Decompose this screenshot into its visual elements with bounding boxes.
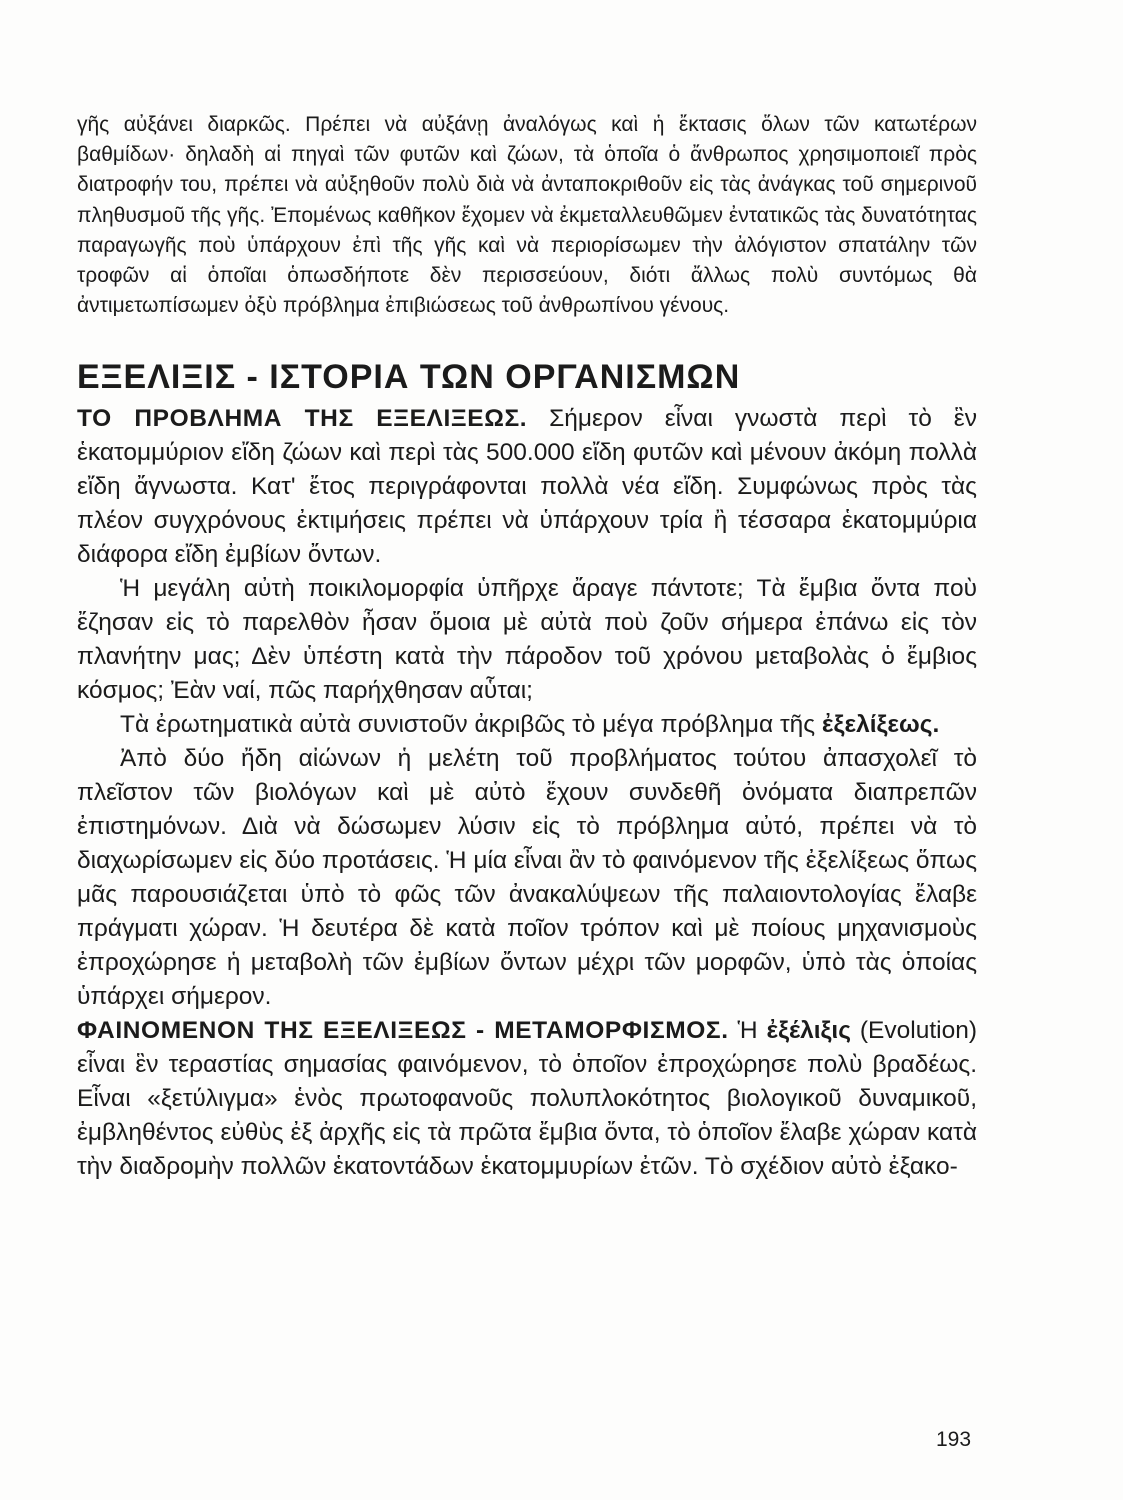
history-paragraph: Ἀπὸ δύο ἤδη αἰώνων ἡ μελέτη τοῦ προβλήματος τούτου ἀπασχολεῖ τὸ πλεῖστον τῶν βιολόγων καὶ μὲ αὐτὸ ἔχουν συνδεθῆ ὀνόματα διαπρεπῶν ἐπιστημόνων. Διὰ νὰ δώσωμεν λύσιν εἰς τὸ πρόβλημα αὐτό, πρέπει νὰ τὸ διαχωρίσωμεν εἰς δύο προτάσεις. Ἡ μία εἶναι ἂν τὸ φαινόμενον τῆς ἐξελίξεως ὅπως μᾶς παρουσιάζεται ὑπὸ τὸ φῶς τῶν ἀνακαλύψεων τῆς παλαιοντολογίας ἔλαβε πράγματι χώραν. Ἡ δευτέρα δὲ κατὰ ποῖον τρόπον καὶ μὲ ποίους μηχανισμοὺς ἐπροχώρησε ἡ μεταβολὴ τῶν ἐμβίων ὄντων μέχρι τῶν μορφῶν, ὑπὸ τὰς ὁποίας ὑπάρχει σήμερον. xyxy=(77,745,977,1010)
phenomenon-lead-heading: ΦΑΙΝΟΜΕΝΟΝ ΤΗΣ ΕΞΕΛΙΞΕΩΣ - ΜΕΤΑΜΟΡΦΙΣΜΟΣ. xyxy=(77,1017,729,1044)
questions-text: Τὰ ἐρωτηματικὰ αὐτὰ συνιστοῦν ἀκριβῶς τὸ μέγα πρόβλημα τῆς xyxy=(120,711,822,738)
phenomenon-paragraph xyxy=(77,1014,977,1184)
intro-block xyxy=(77,110,977,321)
page-number: 193 xyxy=(936,1428,972,1451)
intro-paragraph: γῆς αὐξάνει διαρκῶς. Πρέπει νὰ αὐξάνῃ ἀναλόγως καὶ ἡ ἔκτασις ὅλων τῶν κατωτέρων βαθμίδων· δηλαδὴ αἱ πηγαὶ τῶν φυτῶν καὶ ζώων, τὰ ὁποῖα ὁ ἄνθρωπος χρησιμοποιεῖ πρὸς διατροφήν του, πρέπει νὰ αὐξηθοῦν πολὺ διὰ νὰ ἀνταποκριθοῦν εἰς τὰς ἀνάγκας τοῦ σημερινοῦ πληθυσμοῦ τῆς γῆς. Ἐπομένως καθῆκον ἔχομεν νὰ ἐκμεταλλευθῶμεν ἐντατικῶς τὰς δυνατότητας παραγωγῆς ποὺ ὑπάρχουν ἐπὶ τῆς γῆς καὶ νὰ περιορίσωμεν τὴν ἀλόγιστον σπατάλην τῶν τροφῶν αἱ ὁποῖαι ὁπωσδήποτε δὲν περισσεύουν, διότι ἄλλως πολὺ συντόμως θὰ ἀντιμετωπίσωμεν ὀξὺ πρόβλημα ἐπιβιώσεως τοῦ ἀνθρωπίνου γένους. xyxy=(77,113,977,318)
problem-text: Σήμερον εἶναι γνωστὰ περὶ τὸ ἓν ἑκατομμύριον εἴδη ζώων καὶ περὶ τὰς 500.000 εἴδη φυτῶν καὶ μένουν ἀκόμη πολλὰ εἴδη ἄγνωστα. Κατ' ἔτος περιγράφονται πολλὰ νέα εἴδη. Συμφώνως πρὸς τὰς πλέον συγχρόνους ἐκτιμήσεις πρέπει νὰ ὑπάρχουν τρία ἢ τέσσαρα ἑκατομμύρια διάφορα εἴδη ἐμβίων ὄντων. xyxy=(77,405,977,568)
phenomenon-pre: Ἡ xyxy=(728,1017,767,1044)
questions-paragraph xyxy=(77,708,977,742)
phenomenon-text: (Evolution) εἶναι ἓν τεραστίας σημασίας φαινόμενον, τὸ ὁποῖον ἐπροχώρησε πολὺ βραδέως. Εἶναι «ξετύλιγμα» ἑνὸς πρωτοφανοῦς πολυπλοκότητος βιολογικοῦ δυναμικοῦ, ἐμβληθέντος εὐθὺς ἐξ ἀρχῆς εἰς τὰ πρῶτα ἔμβια ὄντα, τὸ ὁποῖον ἔλαβε χώραν κατὰ τὴν διαδρομὴν πολλῶν ἑκατοντάδων ἑκατομμυρίων ἐτῶν. Τὸ σχέδιον αὐτὸ ἐξακο- xyxy=(77,1017,977,1180)
questions-emphasis: ἐξελίξεως. xyxy=(821,711,940,738)
problem-lead-heading: ΤΟ ΠΡΟΒΛΗΜΑ ΤΗΣ ΕΞΕΛΙΞΕΩΣ. xyxy=(77,405,528,432)
main-text-block xyxy=(77,402,977,1184)
problem-paragraph xyxy=(77,402,977,572)
diversity-paragraph: Ἡ μεγάλη αὐτὴ ποικιλομορφία ὑπῆρχε ἄραγε πάντοτε; Τὰ ἔμβια ὄντα ποὺ ἔζησαν εἰς τὸ παρελθὸν ἦσαν ὅμοια μὲ αὐτὰ ποὺ ζοῦν σήμερα ἐπάνω εἰς τὸν πλανήτην μας; Δὲν ὑπέστη κατὰ τὴν πάροδον τοῦ χρόνου μεταβολὰς ὁ ἔμβιος κόσμος; Ἐὰν ναί, πῶς παρήχθησαν αὗται; xyxy=(77,575,977,704)
section-heading: ΕΞΕΛΙΞΙΣ - ΙΣΤΟΡΙΑ ΤΩΝ ΟΡΓΑΝΙΣΜΩΝ xyxy=(77,358,741,396)
phenomenon-emphasis: ἐξέλιξις xyxy=(766,1017,851,1044)
